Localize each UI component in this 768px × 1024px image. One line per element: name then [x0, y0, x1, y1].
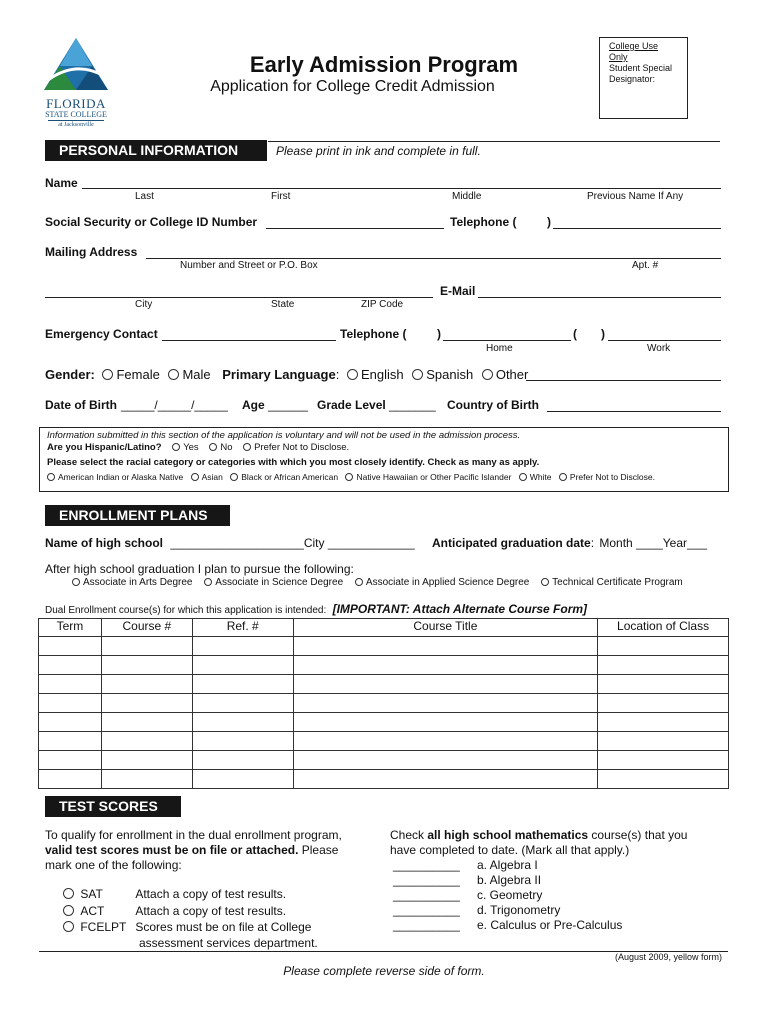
test-desc-fcelpt: Scores must be on file at College	[135, 920, 312, 934]
radio-icon[interactable]	[172, 443, 180, 451]
dual-enrollment-text: Dual Enrollment course(s) for which this application is intended:	[45, 605, 327, 616]
language-other-option[interactable]	[482, 367, 529, 382]
telephone-paren-close: )	[547, 215, 551, 229]
course-table-header	[39, 619, 729, 637]
table-cell[interactable]	[101, 713, 192, 732]
radio-icon[interactable]	[243, 443, 251, 451]
print-instruction: Please print in ink and complete in full.	[276, 144, 481, 158]
degree-aa-label: Associate in Arts Degree	[83, 577, 193, 588]
math-course-label: c. Geometry	[477, 888, 543, 902]
language-label	[222, 367, 339, 382]
logo-line3: at Jacksonville	[48, 120, 104, 130]
qualify-bold: valid test scores must be on file or attached.	[45, 843, 299, 857]
test-desc-sat: Attach a copy of test results.	[135, 887, 287, 901]
mailing-sub-street: Number and Street or P.O. Box	[180, 260, 318, 271]
table-cell[interactable]	[101, 675, 192, 694]
hs-row	[45, 536, 415, 550]
table-cell[interactable]	[293, 675, 597, 694]
table-cell[interactable]	[598, 751, 729, 770]
table-cell[interactable]	[598, 694, 729, 713]
race-option-black[interactable]	[230, 472, 338, 482]
table-row	[39, 713, 729, 732]
radio-icon[interactable]	[345, 473, 353, 481]
table-cell[interactable]	[293, 770, 597, 789]
hispanic-question: Are you Hispanic/Latino?	[47, 442, 162, 453]
language-label-text: Primary Language	[222, 367, 336, 382]
qualify-text	[45, 828, 375, 873]
logo-line1: FLORIDA	[46, 96, 106, 111]
designator-line2: Designator:	[609, 74, 656, 84]
qualify-line1: To qualify for enrollment in the dual enrollment program,	[45, 828, 342, 842]
name-label: Name	[45, 176, 78, 190]
grad-year-label: Year	[662, 536, 688, 550]
math-bold: all high school mathematics	[427, 828, 589, 842]
grad-label-text: Anticipated graduation date	[432, 536, 591, 550]
pursue-text: After high school graduation I plan to pursue the following:	[45, 562, 354, 576]
grad-year-field[interactable]: ___	[687, 536, 708, 550]
hispanic-yes-option[interactable]	[172, 442, 199, 453]
table-cell[interactable]	[293, 713, 597, 732]
table-cell[interactable]	[101, 751, 192, 770]
math-line2: have completed to date. (Mark all that apply.)	[390, 843, 630, 857]
degree-as-option[interactable]	[204, 577, 343, 588]
emergency-home-field[interactable]	[443, 340, 571, 341]
form-subtitle: Application for College Credit Admission	[210, 78, 495, 95]
test-name-act: ACT	[80, 904, 105, 918]
race-option-native[interactable]	[47, 472, 183, 482]
math-course-label: a. Algebra I	[477, 858, 538, 872]
section-enrollment-plans: ENROLLMENT PLANS	[45, 505, 230, 526]
hispanic-prefer-label: Prefer Not to Disclose.	[254, 442, 350, 453]
table-cell[interactable]	[39, 637, 102, 656]
race-option-hawaiian[interactable]	[345, 472, 511, 482]
degree-tcp-option[interactable]	[541, 577, 683, 588]
dual-enrollment-row	[45, 602, 587, 616]
math-course-calculus[interactable]	[393, 918, 622, 933]
table-cell[interactable]	[192, 694, 293, 713]
math-course-trig[interactable]	[393, 903, 622, 918]
degree-aas-option[interactable]	[355, 577, 529, 588]
college-use-label: College Use Only	[609, 41, 659, 62]
table-cell[interactable]	[598, 713, 729, 732]
hispanic-no-label: No	[220, 442, 233, 453]
test-name-sat: SAT	[80, 887, 103, 901]
table-cell[interactable]	[39, 675, 102, 694]
math-course-geometry[interactable]	[393, 888, 622, 903]
hs-city-field[interactable]: _____________	[327, 536, 415, 550]
radio-icon[interactable]	[63, 888, 74, 899]
gender-male-label: Male	[182, 367, 211, 382]
col-ref-number: Ref. #	[192, 619, 293, 637]
race-option-asian[interactable]	[191, 472, 223, 482]
ssn-field[interactable]	[266, 228, 444, 229]
test-option-fcelpt[interactable]	[63, 920, 311, 934]
radio-icon[interactable]	[72, 578, 80, 586]
test-name-fcelpt: FCELPT	[80, 920, 127, 934]
race-option-prefer[interactable]	[559, 472, 655, 482]
state-sub: State	[271, 299, 295, 310]
emergency-paren-open2: (	[573, 327, 577, 341]
radio-icon[interactable]	[541, 578, 549, 586]
race-white-label: White	[529, 472, 552, 482]
header-rule	[268, 141, 720, 142]
table-row	[39, 637, 729, 656]
work-sub: Work	[647, 343, 671, 354]
mailing-sub-apt: Apt. #	[632, 260, 659, 271]
telephone-field[interactable]	[553, 228, 721, 229]
radio-icon[interactable]	[102, 369, 113, 380]
test-desc-fcelpt-2: assessment services department.	[139, 936, 318, 950]
table-row	[39, 751, 729, 770]
math-course-label: e. Calculus or Pre-Calculus	[477, 918, 623, 932]
qualify-line3: mark one of the following:	[45, 858, 182, 872]
table-cell[interactable]	[101, 656, 192, 675]
race-hawaiian-label: Native Hawaiian or Other Pacific Islander	[356, 472, 512, 482]
table-cell[interactable]	[39, 656, 102, 675]
table-cell[interactable]	[192, 732, 293, 751]
col-term: Term	[39, 619, 102, 637]
test-desc-act: Attach a copy of test results.	[135, 904, 287, 918]
gender-female-option[interactable]	[102, 367, 159, 382]
radio-icon[interactable]	[191, 473, 199, 481]
name-sub-last: Last	[135, 191, 154, 202]
table-cell[interactable]	[39, 770, 102, 789]
age-field[interactable]: ______	[268, 398, 309, 412]
name-field[interactable]	[82, 188, 721, 189]
reverse-side-note: Please complete reverse side of form.	[283, 964, 485, 978]
radio-icon[interactable]	[204, 578, 212, 586]
language-english-label: English	[360, 367, 404, 382]
math-check-blank[interactable]: __________	[393, 873, 460, 887]
home-sub: Home	[486, 343, 513, 354]
ssn-label: Social Security or College ID Number	[45, 215, 258, 229]
grad-row	[432, 536, 707, 550]
email-label: E-Mail	[440, 284, 476, 298]
math-course-algebra1[interactable]	[393, 858, 622, 873]
race-option-white[interactable]	[519, 472, 552, 482]
table-cell[interactable]	[598, 675, 729, 694]
table-cell[interactable]	[598, 637, 729, 656]
emergency-tel-label: Telephone (	[340, 327, 407, 341]
table-cell[interactable]	[101, 694, 192, 713]
table-cell[interactable]	[192, 751, 293, 770]
emergency-paren-close: )	[437, 327, 441, 341]
telephone-label: Telephone (	[450, 215, 517, 229]
table-cell[interactable]	[293, 656, 597, 675]
math-prefix: Check	[390, 828, 428, 842]
math-course-label: d. Trigonometry	[477, 903, 561, 917]
test-option-act[interactable]	[63, 904, 286, 918]
col-course-number: Course #	[101, 619, 192, 637]
hispanic-no-option[interactable]	[209, 442, 232, 453]
radio-icon[interactable]	[209, 443, 217, 451]
race-asian-label: Asian	[201, 472, 223, 482]
hs-label: Name of high school	[45, 536, 164, 550]
table-cell[interactable]	[598, 732, 729, 751]
table-cell[interactable]	[293, 637, 597, 656]
language-spanish-option[interactable]	[412, 367, 473, 382]
language-english-option[interactable]	[347, 367, 404, 382]
degree-row	[72, 577, 683, 588]
table-cell[interactable]	[293, 694, 597, 713]
race-black-label: Black or African American	[241, 472, 339, 482]
col-location: Location of Class	[598, 619, 729, 637]
radio-icon[interactable]	[412, 369, 423, 380]
grade-label: Grade Level	[317, 398, 386, 412]
zip-sub: ZIP Code	[361, 299, 404, 310]
table-cell[interactable]	[39, 713, 102, 732]
city-state-zip-field[interactable]	[45, 297, 433, 298]
degree-aas-label: Associate in Applied Science Degree	[365, 577, 530, 588]
hispanic-row	[47, 442, 721, 454]
mailing-label: Mailing Address	[45, 245, 138, 259]
emergency-work-field[interactable]	[608, 340, 721, 341]
country-field[interactable]	[547, 411, 721, 412]
table-cell[interactable]	[101, 770, 192, 789]
math-check-blank[interactable]: __________	[393, 918, 460, 932]
language-spanish-label: Spanish	[426, 367, 474, 382]
radio-icon[interactable]	[47, 473, 55, 481]
hispanic-prefer-option[interactable]	[243, 442, 349, 453]
form-title: Early Admission Program	[249, 52, 519, 77]
radio-icon[interactable]	[63, 905, 74, 916]
city-sub: City	[135, 299, 153, 310]
table-cell[interactable]	[39, 732, 102, 751]
race-prefer-label: Prefer Not to Disclose.	[569, 472, 655, 482]
emergency-paren-close2: )	[601, 327, 605, 341]
gender-row	[45, 367, 528, 382]
form-version: (August 2009, yellow form)	[614, 952, 722, 962]
qualify-after: Please	[298, 843, 339, 857]
mailing-field[interactable]	[146, 258, 721, 259]
grad-month-label: Month	[599, 536, 633, 550]
math-course-algebra2[interactable]	[393, 873, 622, 888]
table-cell[interactable]	[293, 751, 597, 770]
test-option-sat[interactable]	[63, 887, 286, 901]
table-row	[39, 675, 729, 694]
race-row	[47, 471, 721, 483]
table-cell[interactable]	[192, 637, 293, 656]
radio-icon[interactable]	[230, 473, 238, 481]
math-course-list	[393, 858, 622, 933]
table-cell[interactable]	[101, 637, 192, 656]
gender-label: Gender:	[45, 367, 95, 382]
hs-field[interactable]: ____________________	[170, 536, 304, 550]
logo-line2: STATE COLLEGE	[45, 110, 107, 119]
radio-icon[interactable]	[355, 578, 363, 586]
race-native-label: American Indian or Alaska Native	[58, 472, 184, 482]
age-label: Age	[242, 398, 265, 412]
table-cell[interactable]	[293, 732, 597, 751]
math-check-blank[interactable]: __________	[393, 858, 460, 872]
table-cell[interactable]	[192, 675, 293, 694]
degree-tcp-label: Technical Certificate Program	[552, 577, 683, 588]
section-test-scores: TEST SCORES	[45, 796, 181, 817]
grad-month-field[interactable]: ____	[636, 536, 663, 550]
emergency-label: Emergency Contact	[45, 327, 158, 341]
math-check-blank[interactable]: __________	[393, 903, 460, 917]
email-field[interactable]	[478, 297, 721, 298]
math-instructions	[390, 828, 687, 858]
table-cell[interactable]	[39, 751, 102, 770]
voluntary-note: Information submitted in this section of the application is voluntary and will not be used in the admission process.	[47, 430, 521, 441]
designator-line1: Student Special	[609, 63, 673, 73]
math-course-label: b. Algebra II	[477, 873, 542, 887]
table-cell[interactable]	[39, 694, 102, 713]
emergency-field[interactable]	[162, 340, 336, 341]
radio-icon[interactable]	[347, 369, 358, 380]
college-use-box	[599, 37, 688, 119]
radio-icon[interactable]	[168, 369, 179, 380]
radio-icon[interactable]	[519, 473, 527, 481]
degree-aa-option[interactable]	[72, 577, 193, 588]
name-sub-previous: Previous Name If Any	[587, 191, 684, 202]
name-sub-middle: Middle	[452, 191, 482, 202]
voluntary-box	[39, 427, 729, 492]
col-course-title: Course Title	[293, 619, 597, 637]
radio-icon[interactable]	[63, 921, 74, 932]
hs-city-label: City	[303, 536, 325, 550]
important-note: [IMPORTANT: Attach Alternate Course Form]	[332, 602, 588, 616]
gender-female-label: Female	[116, 367, 160, 382]
math-check-blank[interactable]: __________	[393, 888, 460, 902]
dob-field[interactable]: _____/_____/_____	[121, 398, 228, 412]
race-question: Please select the racial category or categories with which you most closely identify. Check as many as apply.	[47, 457, 540, 468]
table-cell[interactable]	[598, 770, 729, 789]
gender-male-option[interactable]	[168, 367, 210, 382]
country-label: Country of Birth	[447, 398, 539, 412]
grad-label	[432, 536, 594, 550]
hispanic-yes-label: Yes	[183, 442, 199, 453]
grad-colon: :	[590, 536, 595, 550]
language-other-label: Other	[495, 367, 529, 382]
math-suffix: course(s) that you	[588, 828, 688, 842]
radio-icon[interactable]	[482, 369, 493, 380]
math-line1	[390, 828, 687, 843]
table-row	[39, 732, 729, 751]
table-cell[interactable]	[598, 656, 729, 675]
table-row	[39, 770, 729, 789]
grade-field[interactable]: _______	[389, 398, 436, 412]
table-cell[interactable]	[192, 656, 293, 675]
section-personal-info: PERSONAL INFORMATION	[45, 140, 267, 161]
table-row	[39, 656, 729, 675]
qualify-line2	[45, 843, 375, 858]
language-colon: :	[335, 367, 340, 382]
dob-label: Date of Birth	[45, 398, 117, 412]
degree-as-label: Associate in Science Degree	[215, 577, 344, 588]
course-table	[38, 618, 729, 789]
language-other-field[interactable]	[526, 380, 721, 381]
table-cell[interactable]	[192, 770, 293, 789]
table-row	[39, 694, 729, 713]
name-sub-first: First	[271, 191, 291, 202]
table-cell[interactable]	[101, 732, 192, 751]
radio-icon[interactable]	[559, 473, 567, 481]
table-cell[interactable]	[192, 713, 293, 732]
